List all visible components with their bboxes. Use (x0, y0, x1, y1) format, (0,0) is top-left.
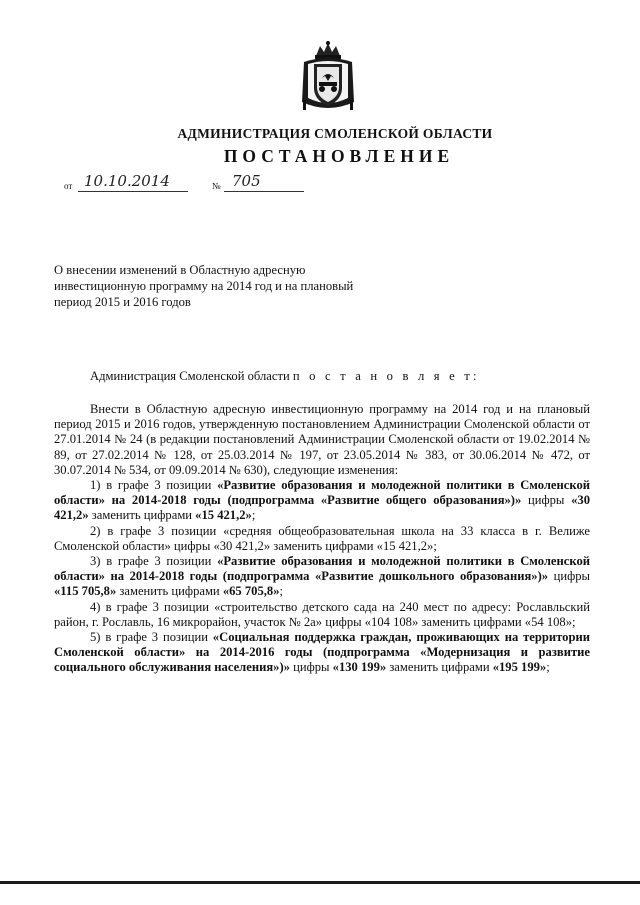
number-value: 705 (232, 172, 261, 190)
list-item: 1) в графе 3 позиции «Развитие образования и молодежной политики в Смоленской области» на 2014-2018 годы (подпрограмма «Развитие общего образования»)» цифры «30 421,2» заменить цифрами «15 421,2»; (54, 478, 590, 523)
date-underline (78, 191, 188, 192)
list-item: 5) в графе 3 позиции «Социальная поддержка граждан, проживающих на территории Смоленской области» на 2014-2016 годы (подпрограмма «Модернизация и развитие социального обслуживания населения»)» цифры «130 199» заменить цифрами «195 199»; (54, 630, 590, 675)
list-item: 2) в графе 3 позиции «средняя общеобразовательная школа на 33 класса в г. Велиже Смоленской области» цифры «30 421,2» заменить цифрами «15 421,2»; (54, 523, 590, 553)
date-label: от (64, 181, 73, 191)
list-item: 4) в графе 3 позиции «строительство детского сада на 240 мест по адресу: Рославльский район, г. Рославль, 16 микрорайон, участок № 2а» цифры «104 108» заменить цифрами «54 108»; (54, 599, 590, 629)
number-label: № (212, 181, 221, 191)
resolve-prefix: Администрация Смоленской области (90, 369, 290, 383)
list-item: 3) в графе 3 позиции «Развитие образования и молодежной политики в Смоленской области» на 2014-2018 годы (подпрограмма «Развитие дошкольного образования»)» цифры «115 705,8» заменить цифрами «65 705,8»; (54, 554, 591, 599)
resolve-line (90, 369, 480, 384)
organization-title: АДМИНИСТРАЦИЯ СМОЛЕНСКОЙ ОБЛАСТИ (177, 126, 493, 141)
date-number-line (64, 172, 324, 192)
number-underline (224, 191, 304, 192)
bottom-edge-rule (0, 881, 640, 884)
document-body (54, 402, 590, 676)
document-type-title: ПОСТАНОВЛЕНИЕ (223, 146, 455, 166)
document-subject: О внесении изменений в Областную адресную инвестиционную программу на 2014 год и на плановый период 2015 и 2016 годов (54, 263, 354, 309)
date-value: 10.10.2014 (84, 172, 170, 190)
resolve-verb: п о с т а н о в л я е т: (292, 369, 480, 383)
coat-of-arms-emblem (298, 40, 358, 118)
body-intro: Внести в Областную адресную инвестиционную программу на 2014 год и на плановый период 2015 и 2016 годов, утвержденную постановлением Администрации Смоленской области от 27.01.2014 № 24 (в редакции постановлений Администрации Смоленской области от 19.02.2014 № 89, от 27.02.2014 № 128, от 25.03.2014 № 197, от 23.05.2014 № 383, от 30.06.2014 № 472, от 30.07.2014 № 534, от 09.09.2014 № 630), следующие изменения: (54, 402, 590, 477)
